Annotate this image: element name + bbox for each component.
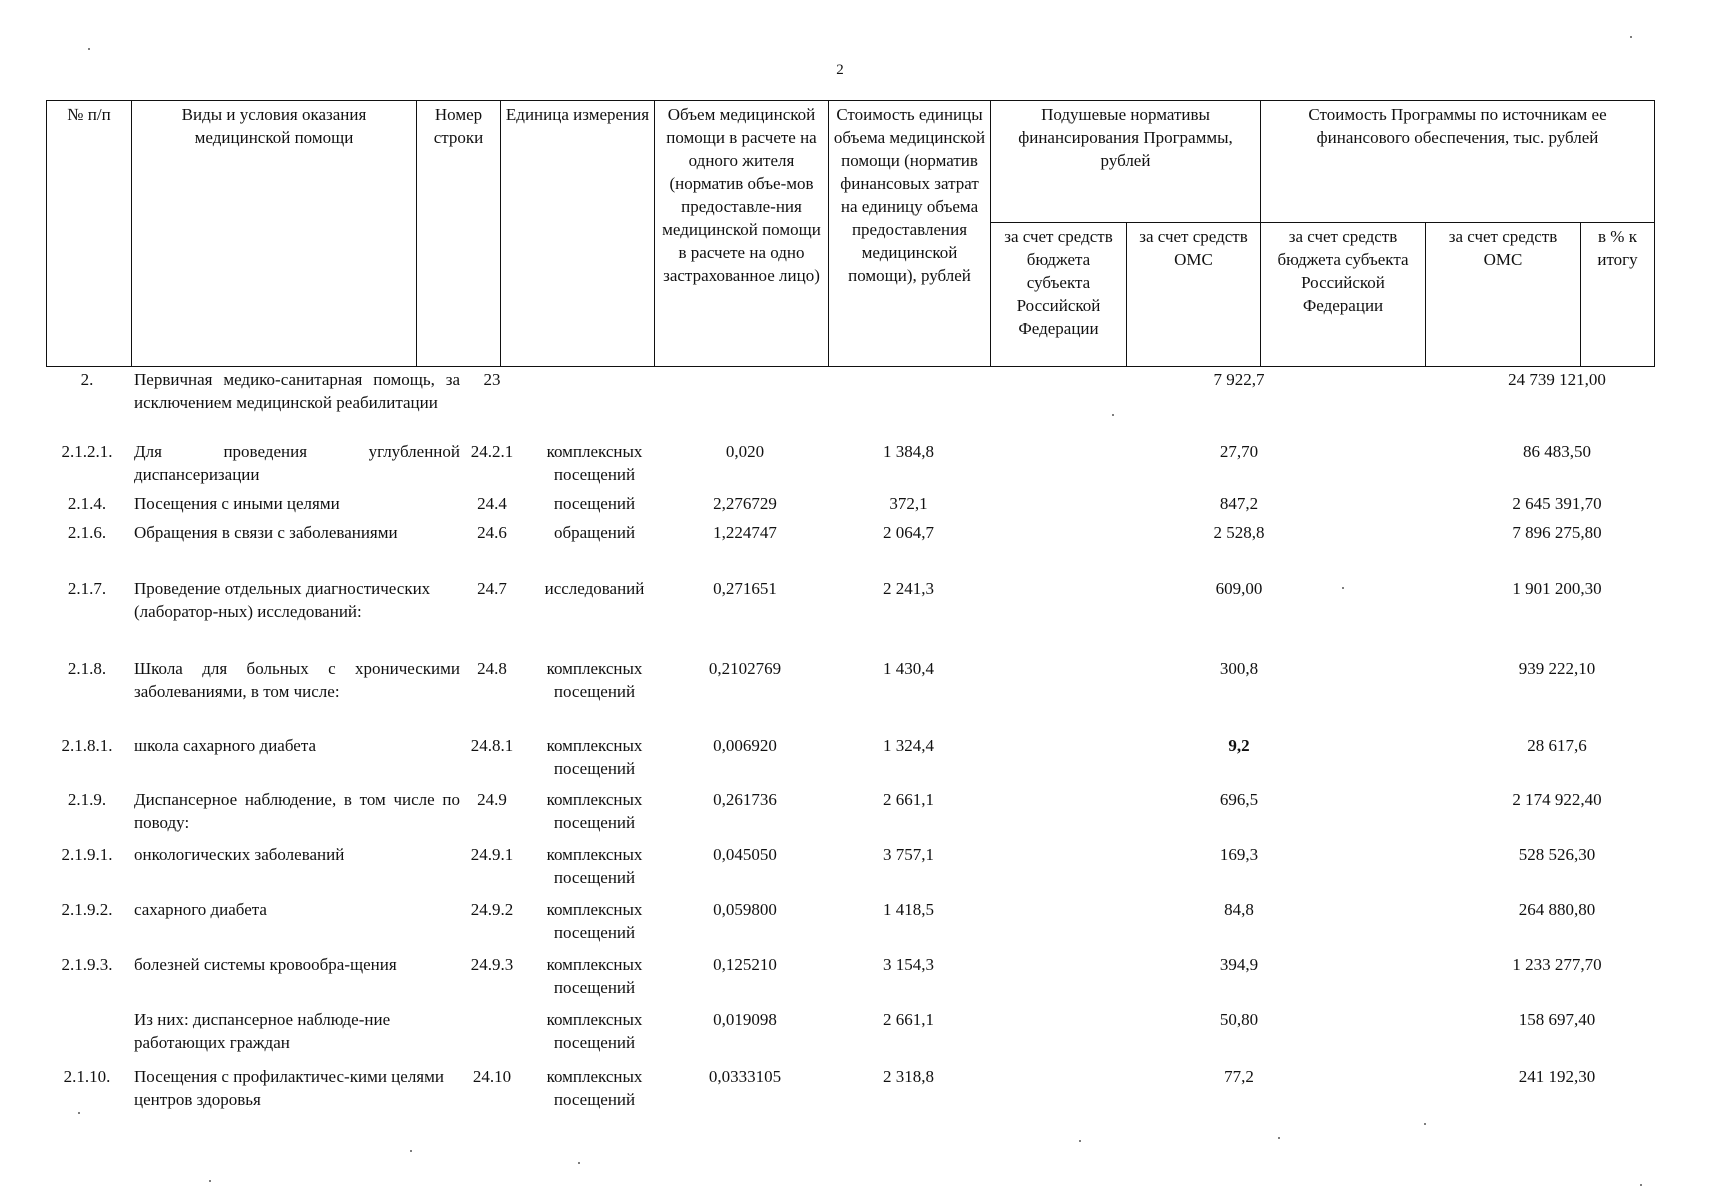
row-number: 2.1.9.2. — [61, 900, 113, 919]
row-volume: 2,276729 — [713, 494, 777, 513]
row-total: 528 526,30 — [1518, 845, 1596, 864]
row-cost: 3 757,1 — [883, 845, 934, 864]
row-oms: 84,8 — [1224, 900, 1254, 919]
header-per-capita-oms: за счет средств ОМС — [1127, 223, 1261, 367]
row-line: 24.4 — [477, 494, 507, 513]
row-volume: 0,006920 — [713, 736, 777, 755]
row-total: 86 483,50 — [1523, 442, 1591, 461]
row-volume: 0,045050 — [713, 845, 777, 864]
row-line: 24.2.1 — [470, 442, 514, 461]
table-row — [46, 657, 1654, 734]
row-oms: 7 922,7 — [1213, 370, 1265, 389]
table-row — [46, 1065, 1654, 1120]
row-number: 2.1.9.1. — [61, 845, 113, 864]
row-number: 2.1.10. — [63, 1067, 111, 1086]
header-num: № п/п — [47, 101, 132, 367]
row-cost: 2 661,1 — [883, 1010, 934, 1029]
row-name: Посещения с профилактичес-кими целями центров здоровья — [134, 1067, 444, 1109]
row-line: 24.9.1 — [470, 845, 514, 864]
header-unit: Единица измерения — [501, 101, 655, 367]
scan-speck — [410, 1150, 412, 1152]
row-cost: 372,1 — [889, 494, 928, 513]
row-line: 24.9 — [477, 790, 507, 809]
row-volume: 0,059800 — [713, 900, 777, 919]
table-body — [46, 368, 1654, 1120]
scan-speck — [1424, 1123, 1426, 1125]
row-cost: 2 241,3 — [883, 579, 934, 598]
row-line: 24.7 — [477, 579, 507, 598]
row-cost: 2 661,1 — [883, 790, 934, 809]
row-total: 241 192,30 — [1518, 1067, 1596, 1086]
row-volume: 1,224747 — [713, 523, 777, 542]
header-line: Номер строки — [417, 101, 501, 367]
row-number: 2.1.8.1. — [61, 736, 113, 755]
table-row — [46, 440, 1654, 492]
table-row — [46, 492, 1654, 521]
row-number: 2.1.9. — [67, 790, 107, 809]
table-row — [46, 368, 1654, 440]
header-types: Виды и условия оказания медицинской помощи — [132, 101, 417, 367]
header-program-percent: в % к итогу — [1581, 223, 1655, 367]
row-name: Из них: диспансерное наблюде-ние работающих граждан — [134, 1010, 391, 1052]
row-line: 23 — [483, 370, 501, 389]
row-name: Обращения в связи с заболеваниями — [134, 523, 398, 542]
row-line: 24.6 — [477, 523, 507, 542]
row-number: 2.1.8. — [67, 659, 107, 678]
table-row — [46, 734, 1654, 788]
row-number: 2.1.2.1. — [61, 442, 113, 461]
row-total: 24 739 121,00 — [1508, 370, 1606, 389]
row-name: Диспансерное наблюдение, в том числе по поводу: — [134, 790, 460, 832]
row-oms: 2 528,8 — [1213, 523, 1265, 542]
row-name: Посещения с иными целями — [134, 494, 340, 513]
row-oms: 696,5 — [1219, 790, 1259, 809]
row-total: 158 697,40 — [1518, 1010, 1596, 1029]
row-cost: 1 384,8 — [883, 442, 934, 461]
row-unit: комплексных посещений — [546, 1067, 643, 1109]
table-row — [46, 788, 1654, 843]
row-line: 24.8.1 — [470, 736, 514, 755]
row-name: болезней системы кровообра-щения — [134, 955, 397, 974]
row-volume: 0,020 — [725, 442, 765, 461]
row-oms: 394,9 — [1219, 955, 1259, 974]
row-oms: 300,8 — [1219, 659, 1259, 678]
row-name: Для проведения углубленной диспансеризации — [134, 442, 460, 484]
scan-speck — [1278, 1137, 1280, 1139]
scan-speck — [209, 1180, 211, 1182]
header-cost: Стоимость единицы объема медицинской помощи (норматив финансовых затрат на единицу объема предоставления медицинской помощи), рублей — [829, 101, 991, 367]
page-number: 2 — [836, 62, 844, 78]
row-total: 7 896 275,80 — [1512, 523, 1602, 542]
scan-speck — [88, 48, 90, 50]
row-oms: 9,2 — [1228, 736, 1250, 755]
row-unit: комплексных посещений — [546, 845, 643, 887]
row-number: 2.1.6. — [67, 523, 107, 542]
row-line: 24.10 — [472, 1067, 512, 1086]
row-oms: 609,00 — [1215, 579, 1263, 598]
row-volume: 0,261736 — [713, 790, 777, 809]
row-number: 2.1.4. — [67, 494, 107, 513]
row-unit: комплексных посещений — [546, 659, 643, 701]
row-total: 939 222,10 — [1518, 659, 1596, 678]
row-oms: 50,80 — [1219, 1010, 1259, 1029]
table-row — [46, 521, 1654, 577]
row-unit: комплексных посещений — [546, 790, 643, 832]
row-name: Первичная медико-санитарная помощь, за исключением медицинской реабилитации — [134, 370, 460, 412]
row-cost: 1 324,4 — [883, 736, 934, 755]
row-unit: посещений — [553, 494, 636, 513]
row-total: 1 233 277,70 — [1512, 955, 1602, 974]
row-unit: комплексных посещений — [546, 442, 643, 484]
row-name: школа сахарного диабета — [134, 736, 317, 755]
row-unit: комплексных посещений — [546, 955, 643, 997]
scan-speck — [1640, 1184, 1642, 1186]
row-total: 1 901 200,30 — [1512, 579, 1602, 598]
row-number: 2.1.9.3. — [61, 955, 113, 974]
table-row — [46, 1008, 1654, 1065]
scan-speck — [1112, 414, 1114, 416]
row-unit: комплексных посещений — [546, 900, 643, 942]
row-line: 24.8 — [477, 659, 507, 678]
scan-speck — [1630, 36, 1632, 38]
header-program-budget: за счет средств бюджета субъекта Российской Федерации — [1261, 223, 1426, 367]
row-name: онкологических заболеваний — [134, 845, 345, 864]
header-per-capita-budget: за счет средств бюджета субъекта Российской Федерации — [991, 223, 1127, 367]
row-oms: 77,2 — [1224, 1067, 1254, 1086]
row-name: Школа для больных с хроническими заболеваниями, в том числе: — [134, 659, 460, 701]
row-volume: 0,2102769 — [708, 659, 782, 678]
row-volume: 0,125210 — [713, 955, 777, 974]
row-cost: 3 154,3 — [883, 955, 934, 974]
scan-speck — [578, 1162, 580, 1164]
row-total: 28 617,6 — [1527, 736, 1587, 755]
table-row — [46, 898, 1654, 953]
row-oms: 27,70 — [1219, 442, 1259, 461]
row-cost: 2 064,7 — [883, 523, 934, 542]
row-unit: комплексных посещений — [546, 736, 643, 778]
table-header — [46, 100, 1655, 367]
row-line: 24.9.2 — [470, 900, 514, 919]
row-cost: 1 430,4 — [883, 659, 934, 678]
header-per-capita: Подушевые нормативы финансирования Программы, рублей — [991, 101, 1261, 223]
header-program-cost: Стоимость Программы по источникам ее финансового обеспечения, тыс. рублей — [1261, 101, 1655, 223]
table-row — [46, 577, 1654, 657]
row-cost: 2 318,8 — [883, 1067, 934, 1086]
table-row — [46, 953, 1654, 1008]
table-row — [46, 843, 1654, 898]
row-total: 2 174 922,40 — [1512, 790, 1602, 809]
scan-speck — [1079, 1140, 1081, 1142]
row-cost: 1 418,5 — [883, 900, 934, 919]
row-number: 2.1.7. — [67, 579, 107, 598]
row-unit: комплексных посещений — [546, 1010, 643, 1052]
row-total: 2 645 391,70 — [1512, 494, 1602, 513]
row-name: Проведение отдельных диагностических (лаборатор-ных) исследований: — [134, 579, 431, 621]
row-number: 2. — [80, 370, 94, 389]
scan-speck — [1342, 587, 1344, 589]
header-program-oms: за счет средств ОМС — [1426, 223, 1581, 367]
row-line: 24.9.3 — [470, 955, 514, 974]
row-name: сахарного диабета — [134, 900, 267, 919]
row-volume: 0,019098 — [713, 1010, 777, 1029]
header-volume: Объем медицинской помощи в расчете на одного жителя (норматив объе-мов предоставле-ния медицинской помощи в расчете на одно застрахованное лицо) — [655, 101, 829, 367]
row-oms: 169,3 — [1219, 845, 1259, 864]
row-unit: обращений — [553, 523, 636, 542]
row-volume: 0,0333105 — [708, 1067, 782, 1086]
row-total: 264 880,80 — [1518, 900, 1596, 919]
row-oms: 847,2 — [1219, 494, 1259, 513]
row-unit: исследований — [544, 579, 645, 598]
scan-speck — [78, 1112, 80, 1114]
row-volume: 0,271651 — [713, 579, 777, 598]
